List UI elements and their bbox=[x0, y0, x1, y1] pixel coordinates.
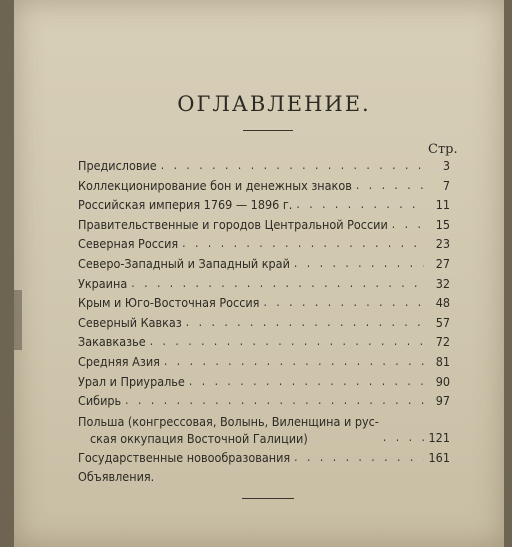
toc-entry-title: Предисловие bbox=[78, 158, 157, 173]
toc-entry bbox=[78, 274, 450, 294]
leader-dots bbox=[161, 156, 424, 176]
toc-entry bbox=[78, 448, 450, 468]
leader-dots bbox=[189, 372, 424, 392]
leader-dots bbox=[182, 234, 424, 254]
toc-entry bbox=[78, 411, 450, 448]
toc-entry-page: 90 bbox=[435, 373, 450, 389]
leader-dots bbox=[294, 254, 424, 274]
toc-entry-title: Государственные новообразования bbox=[78, 449, 291, 465]
page-column-header: Стр. bbox=[428, 142, 458, 157]
toc-entry-title: Российская империя 1769 — 1896 г. bbox=[78, 197, 293, 213]
toc-entry-page: 11 bbox=[435, 197, 450, 213]
toc-entry bbox=[78, 293, 450, 313]
toc-entry-title: Объявления. bbox=[78, 469, 155, 485]
leader-dots bbox=[150, 332, 424, 352]
title-rule bbox=[243, 130, 293, 131]
toc-entry bbox=[78, 352, 450, 372]
leader-dots bbox=[186, 313, 424, 333]
toc-entry bbox=[78, 156, 450, 176]
toc-entry bbox=[78, 176, 450, 196]
toc-entry-page: 81 bbox=[435, 353, 450, 369]
leader-dots bbox=[356, 176, 424, 196]
leader-dots bbox=[296, 195, 424, 215]
toc-entry-page: 48 bbox=[435, 295, 450, 311]
toc-entry bbox=[78, 313, 450, 333]
toc-entry-page: 97 bbox=[435, 393, 450, 409]
toc-entry-page: 57 bbox=[435, 314, 450, 330]
toc-entry-title: Крым и Юго-Восточная Россия bbox=[78, 295, 260, 311]
toc-entry-page: 3 bbox=[442, 158, 450, 173]
toc-entry-page: 161 bbox=[428, 449, 450, 465]
leader-dots bbox=[164, 352, 424, 372]
toc-entry-page: 121 bbox=[428, 430, 450, 446]
toc-entry-title: Северо-Западный и Западный край bbox=[78, 255, 290, 271]
toc-entry-title bbox=[78, 413, 379, 448]
leader-dots bbox=[263, 293, 424, 313]
toc-entry-page: 27 bbox=[435, 255, 450, 271]
leader-dots bbox=[383, 428, 424, 448]
page-title: ОГЛАВЛЕНИЕ. bbox=[177, 92, 371, 116]
toc-entry bbox=[78, 254, 450, 274]
table-of-contents bbox=[78, 156, 450, 487]
toc-entry bbox=[78, 195, 450, 215]
toc-entry-page: 23 bbox=[435, 236, 450, 252]
toc-entry-title: Средняя Азия bbox=[78, 353, 160, 369]
toc-entry bbox=[78, 467, 450, 487]
leader-dots bbox=[392, 215, 424, 235]
toc-entry-page: 72 bbox=[435, 334, 450, 350]
toc-entry-page: 15 bbox=[435, 216, 450, 232]
leader-dots bbox=[294, 448, 424, 468]
toc-entry-title: Украина bbox=[78, 275, 128, 291]
toc-entry-title: Коллекционирование бон и денежных знаков bbox=[78, 177, 352, 193]
leader-dots bbox=[131, 274, 424, 294]
toc-entry bbox=[78, 391, 450, 411]
toc-entry bbox=[78, 332, 450, 352]
toc-entry-title: Правительственные и городов Центральной России bbox=[78, 216, 388, 232]
bottom-rule bbox=[242, 498, 294, 499]
book-page bbox=[14, 0, 504, 547]
toc-entry-title: Закавказье bbox=[78, 334, 146, 350]
toc-entry-title-line2: ская оккупация Восточной Галиции) bbox=[90, 430, 308, 446]
leader-dots bbox=[125, 391, 424, 411]
toc-entry-page: 32 bbox=[435, 275, 450, 291]
toc-entry-title: Сибирь bbox=[78, 393, 122, 409]
toc-entry-title: Северная Россия bbox=[78, 236, 179, 252]
toc-entry-title-line1: Польша (конгрессовая, Волынь, Виленщина и рус- bbox=[78, 413, 379, 429]
toc-entry-page: 7 bbox=[442, 177, 450, 193]
toc-entry bbox=[78, 234, 450, 254]
toc-entry-title: Урал и Приуралье bbox=[78, 373, 185, 389]
toc-entry bbox=[78, 215, 450, 235]
toc-entry bbox=[78, 372, 450, 392]
toc-entry-title: Северный Кавказ bbox=[78, 314, 182, 330]
page-edge-shadow bbox=[14, 290, 22, 350]
